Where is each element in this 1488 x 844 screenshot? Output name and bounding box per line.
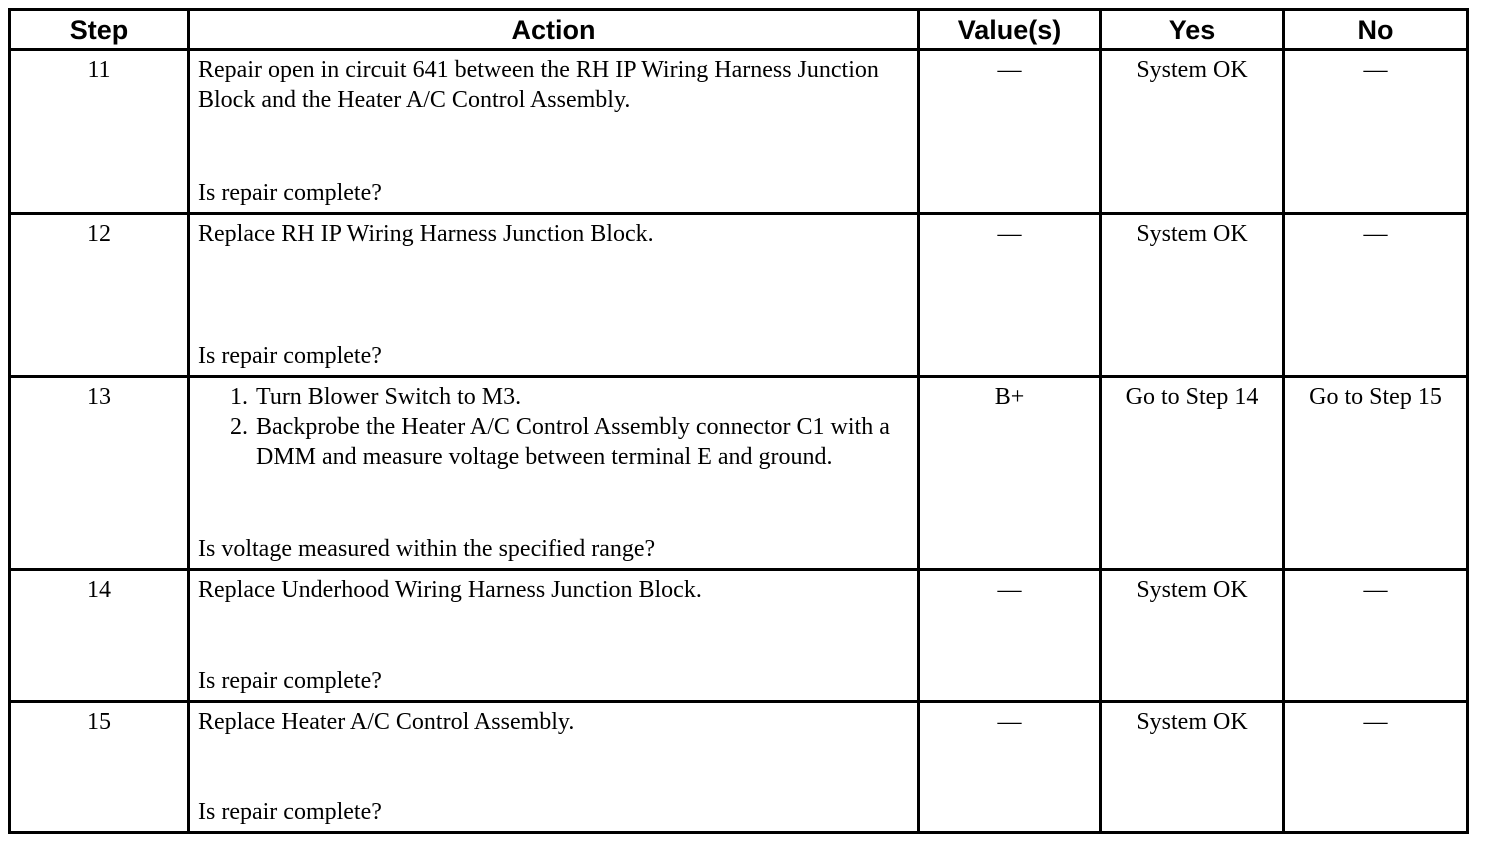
no-cell: —	[1284, 702, 1468, 833]
table-row	[10, 50, 1468, 214]
action-question: Is repair complete?	[198, 180, 382, 206]
table-row	[10, 570, 1468, 702]
action-instruction: Replace Underhood Wiring Harness Junction Block.	[198, 577, 702, 603]
action-question: Is repair complete?	[198, 668, 382, 694]
action-cell	[189, 377, 919, 570]
values-cell: —	[919, 702, 1101, 833]
list-item: 1. Turn Blower Switch to M3.	[254, 382, 909, 412]
no-cell: Go to Step 15	[1284, 377, 1468, 570]
table-row	[10, 214, 1468, 377]
header-values: Value(s)	[919, 10, 1101, 50]
step-number: 15	[10, 702, 189, 833]
step-number: 14	[10, 570, 189, 702]
yes-cell: System OK	[1101, 570, 1284, 702]
header-row	[10, 10, 1468, 50]
action-cell	[189, 570, 919, 702]
no-cell: —	[1284, 50, 1468, 214]
yes-cell: System OK	[1101, 50, 1284, 214]
action-instruction: Replace RH IP Wiring Harness Junction Block.	[198, 221, 654, 247]
list-item: 2. Backprobe the Heater A/C Control Assembly connector C1 with a DMM and measure voltage between terminal E and ground.	[254, 412, 909, 472]
step-number: 12	[10, 214, 189, 377]
no-cell: —	[1284, 570, 1468, 702]
step-number: 13	[10, 377, 189, 570]
values-cell: B+	[919, 377, 1101, 570]
header-step: Step	[10, 10, 189, 50]
yes-cell: System OK	[1101, 702, 1284, 833]
action-question: Is repair complete?	[198, 799, 382, 825]
table-row	[10, 377, 1468, 570]
values-cell: —	[919, 50, 1101, 214]
action-question: Is voltage measured within the specified range?	[198, 536, 656, 562]
header-no: No	[1284, 10, 1468, 50]
action-instruction: Repair open in circuit 641 between the RH IP Wiring Harness Junction Block and the Heater A/C Control Assembly.	[198, 57, 879, 113]
yes-cell: Go to Step 14	[1101, 377, 1284, 570]
action-cell	[189, 214, 919, 377]
table-row	[10, 702, 1468, 833]
no-cell: —	[1284, 214, 1468, 377]
header-yes: Yes	[1101, 10, 1284, 50]
step-number: 11	[10, 50, 189, 214]
action-cell	[189, 702, 919, 833]
action-cell	[189, 50, 919, 214]
diagnostic-table	[8, 8, 1469, 834]
header-action: Action	[189, 10, 919, 50]
values-cell: —	[919, 570, 1101, 702]
action-instruction: Replace Heater A/C Control Assembly.	[198, 709, 575, 735]
yes-cell: System OK	[1101, 214, 1284, 377]
action-question: Is repair complete?	[198, 343, 382, 369]
action-steps-list	[198, 382, 909, 472]
values-cell: —	[919, 214, 1101, 377]
